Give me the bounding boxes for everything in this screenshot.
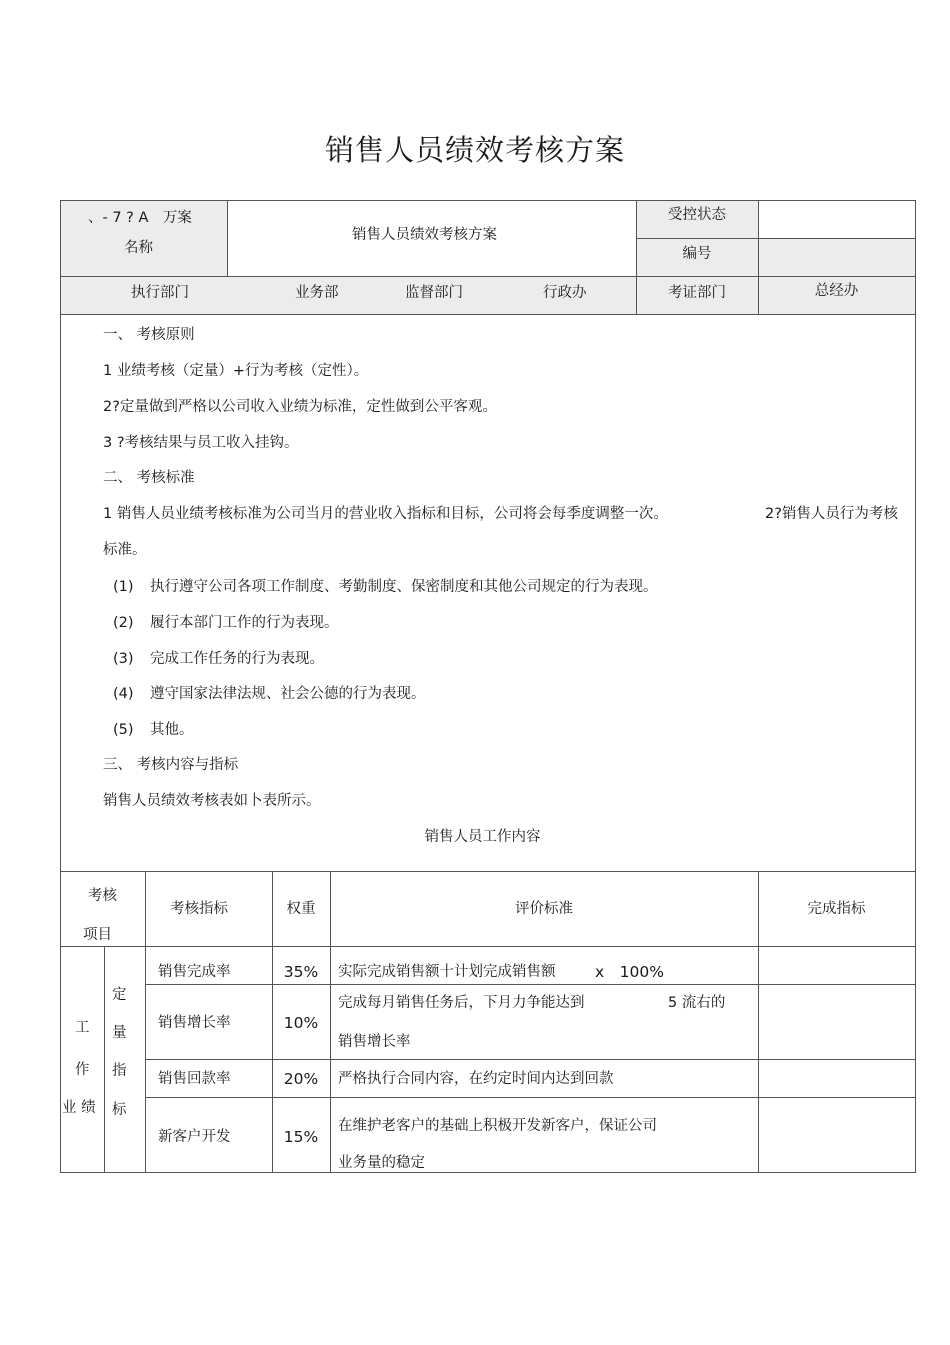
control-status-label: 受控状态 (668, 207, 726, 223)
row-3-indicator: 销售回款率 (158, 1071, 231, 1087)
row-2-criteria: 完成每月销售任务后，下月力争能达到 (338, 995, 585, 1011)
table-caption: 销售人员工作内容 (424, 829, 541, 845)
row-1-indicator: 销售完成率 (158, 964, 231, 980)
row-2-indicator: 销售增长率 (158, 1015, 231, 1031)
list-item-1-text: 执行遵守公司各项工作制度、考勤制度、保密制度和其他公司规定的行为表现。 (150, 579, 658, 595)
row-3-criteria: 严格执行合同内容，在约定时间内达到回款 (338, 1071, 614, 1087)
group-outer-3: 业 绩 (62, 1100, 96, 1116)
section-1-para-3: 3 ?考核结果与员工收入挂钩。 (103, 435, 299, 451)
group-inner-3: 指 (112, 1063, 127, 1079)
row-1-criteria-formula: x 100% (595, 963, 664, 981)
group-inner-2: 量 (112, 1025, 127, 1041)
section-1-title: 一、 考核原则 (103, 327, 195, 343)
exec-dept-value: 业务部 (295, 285, 339, 301)
section-1-para-1: 1 业绩考核（定量）+行为考核（定性）。 (103, 363, 369, 379)
group-inner-4: 标 (112, 1102, 127, 1118)
page-title: 销售人员绩效考核方案 (324, 133, 625, 167)
exec-dept-label: 执行部门 (131, 285, 189, 301)
scheme-label-2: 名称 (124, 240, 153, 256)
col-indicator: 考核指标 (170, 901, 228, 917)
col-project-1: 考核 (88, 888, 117, 904)
list-item-5-num: (5) (113, 722, 134, 738)
section-3-title: 三、 考核内容与指标 (103, 757, 239, 773)
row-4-weight: 15% (283, 1128, 319, 1146)
list-item-1-num: (1) (113, 579, 134, 595)
list-item-3-num: (3) (113, 651, 134, 667)
list-item-2-text: 履行本部门工作的行为表现。 (150, 615, 339, 631)
col-target: 完成指标 (807, 901, 866, 917)
list-item-5-text: 其他。 (150, 722, 194, 738)
scheme-name: 销售人员绩效考核方案 (352, 227, 497, 243)
section-3-para-1: 销售人员绩效考核表如卜表所示。 (103, 793, 321, 809)
row-2-criteria-cont: 销售增长率 (338, 1034, 411, 1050)
row-1-criteria: 实际完成销售额十计划完成销售额 (338, 964, 556, 980)
col-criteria: 评价标准 (515, 901, 573, 917)
list-item-2-num: (2) (113, 615, 134, 631)
group-inner-1: 定 (112, 987, 127, 1003)
section-2-para-1: 1 销售人员业绩考核标准为公司当月的营业收入指标和目标，公司将会每季度调整一次。 (103, 506, 668, 522)
cert-dept-value: 总经办 (814, 283, 859, 299)
row-4-criteria: 在维护老客户的基础上积极开发新客户，保证公司 (338, 1118, 657, 1134)
section-2-para-1-tail: 2?销售人员行为考核 (765, 506, 898, 522)
group-outer-1: 工 (75, 1020, 90, 1036)
number-label: 编号 (682, 246, 712, 262)
list-item-3-text: 完成工作任务的行为表现。 (150, 651, 324, 667)
section-2-para-1-cont: 标准。 (103, 542, 147, 558)
section-2-title: 二、 考核标准 (103, 470, 195, 486)
supervise-dept-label: 监督部门 (405, 285, 463, 301)
list-item-4-text: 遵守国家法律法规、社会公德的行为表现。 (150, 686, 426, 702)
row-4-indicator: 新客户开发 (158, 1129, 231, 1145)
row-2-criteria-tail: 5 流右的 (668, 995, 726, 1011)
col-project-2: 项目 (83, 927, 112, 943)
cert-dept-label: 考证部门 (668, 285, 726, 301)
list-item-4-num: (4) (113, 686, 134, 702)
group-outer-2: 作 (75, 1062, 90, 1078)
control-status-value-cell (759, 201, 915, 238)
row-3-weight: 20% (283, 1070, 319, 1088)
section-1-para-2: 2?定量做到严格以公司收入业绩为标准，定性做到公平客观。 (103, 399, 497, 415)
row-2-weight: 10% (283, 1014, 319, 1032)
col-weight: 权重 (286, 901, 316, 917)
scheme-label: 、- 7 ? A 万案 (88, 210, 192, 226)
row-4-criteria-cont: 业务量的稳定 (338, 1155, 425, 1171)
supervise-dept-value: 行政办 (543, 285, 587, 301)
row-1-weight: 35% (283, 963, 319, 981)
